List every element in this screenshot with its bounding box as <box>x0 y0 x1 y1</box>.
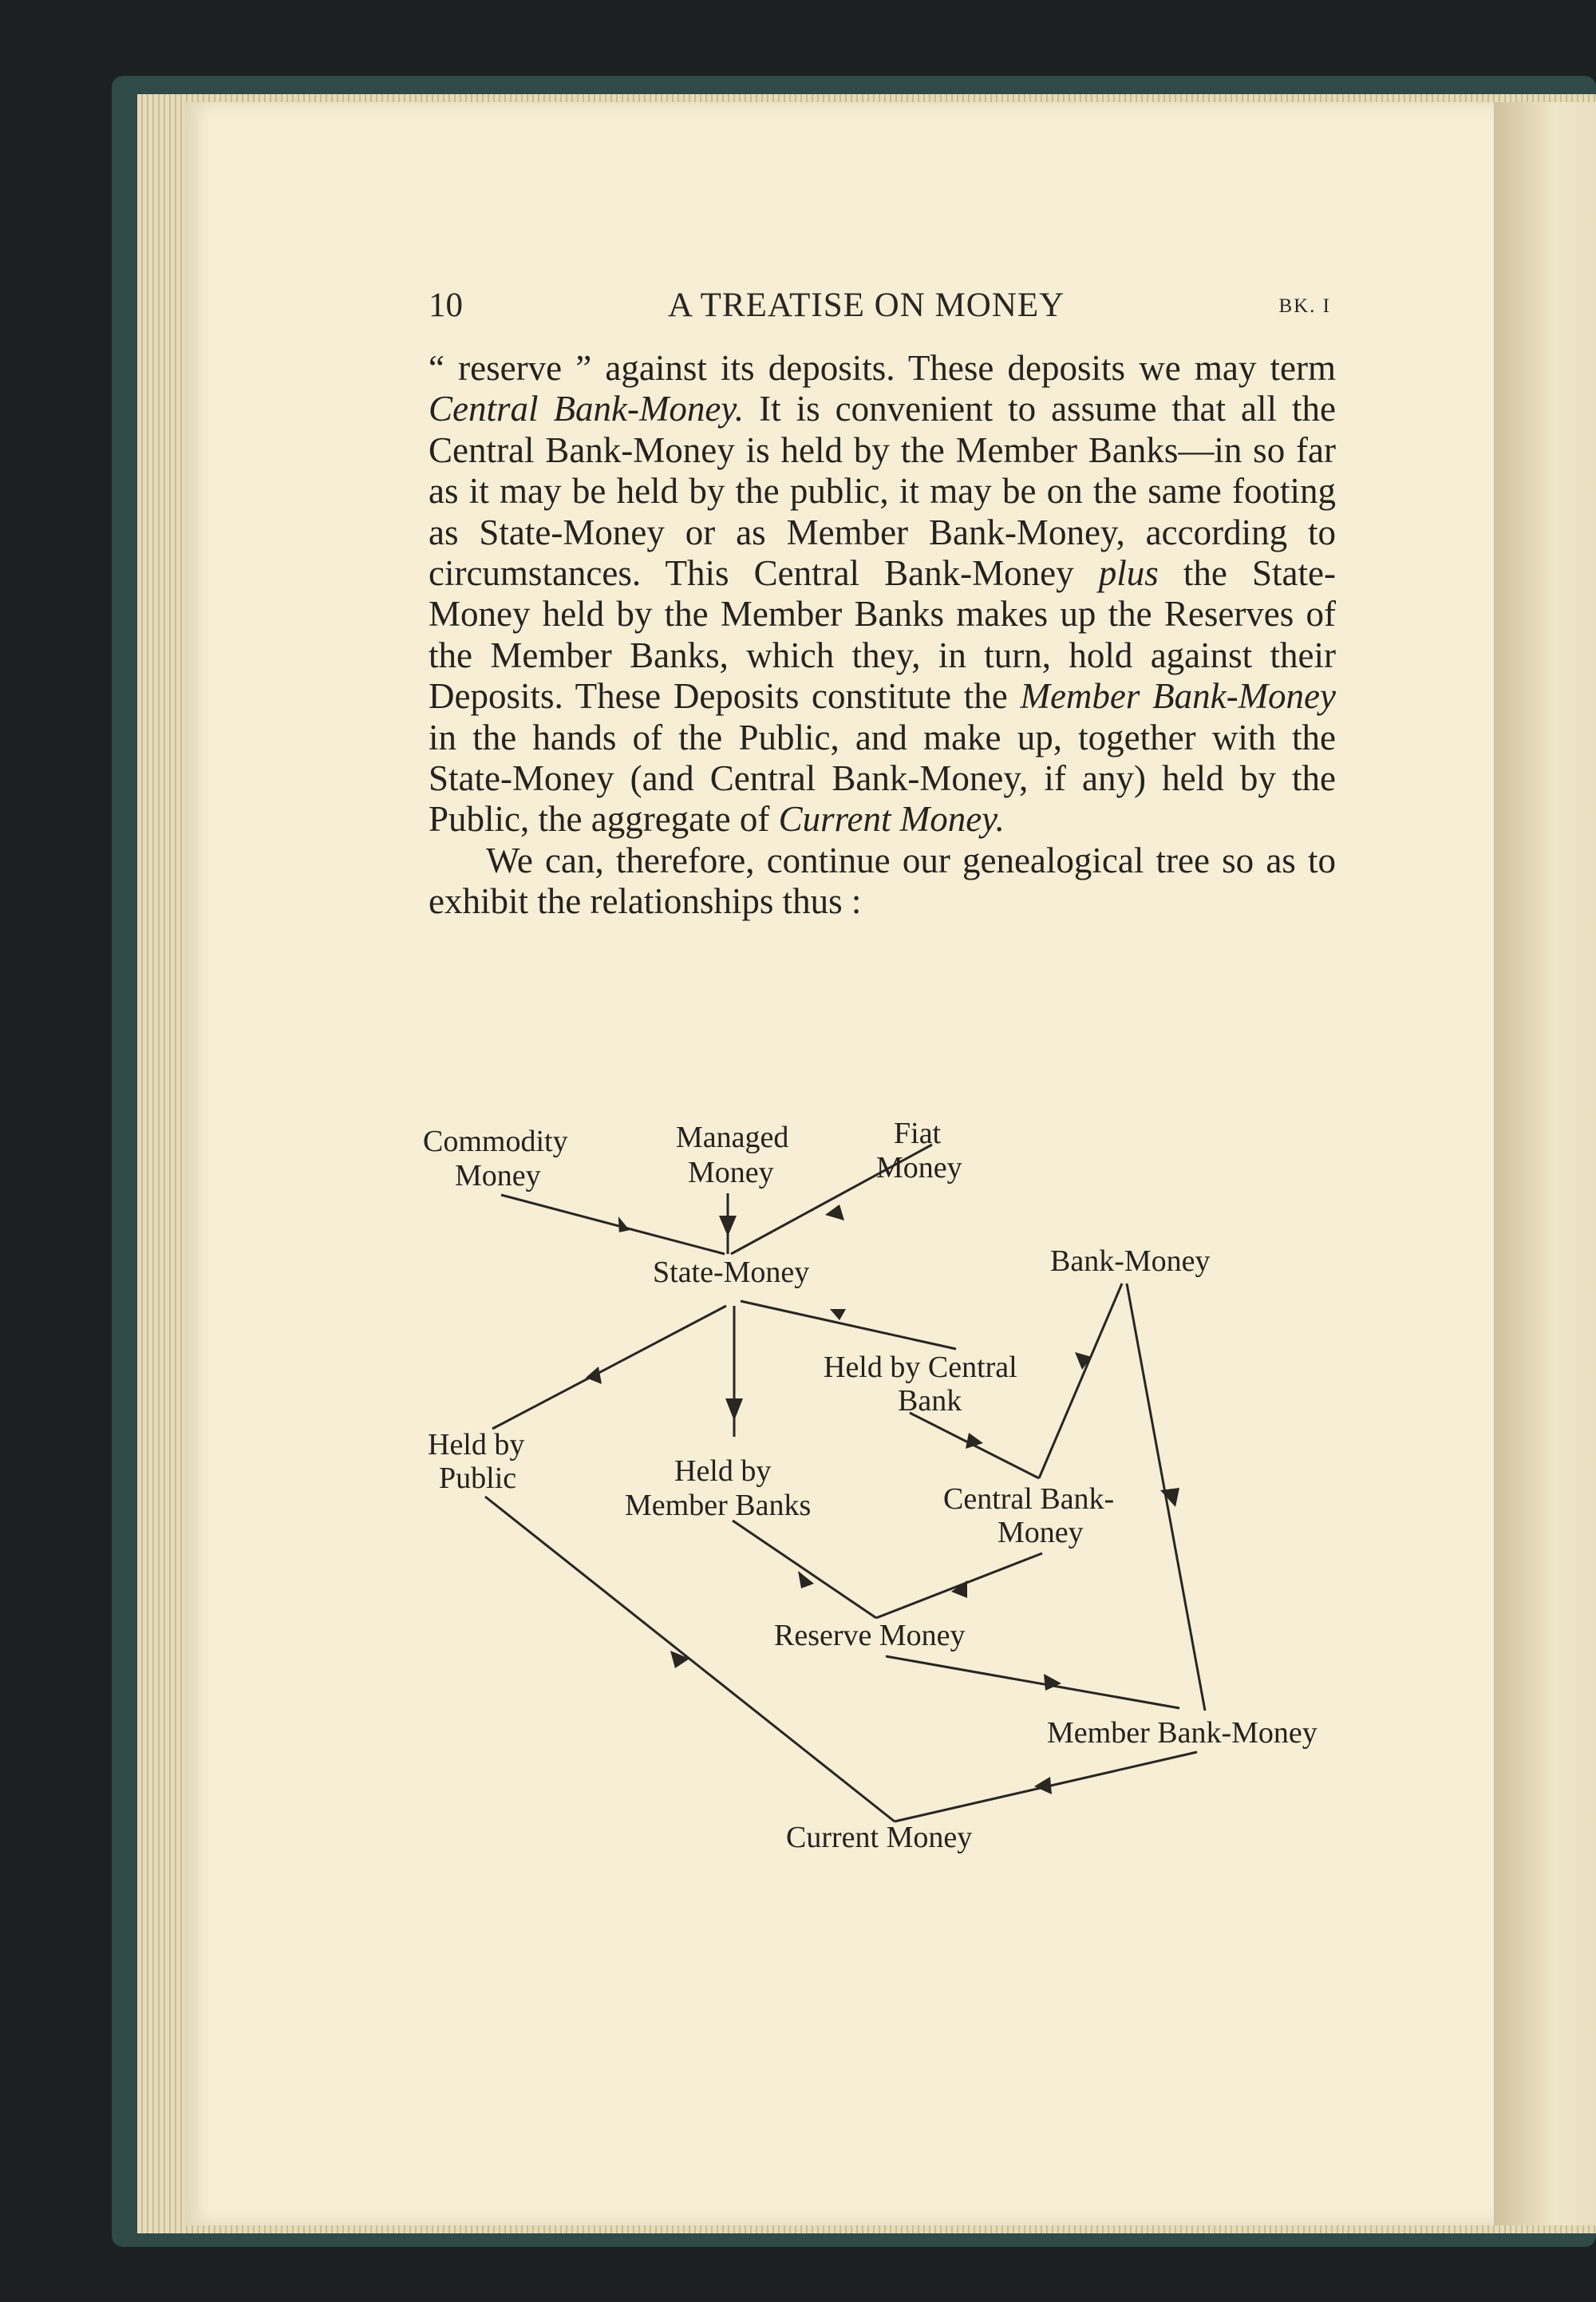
arrowhead <box>1044 1674 1061 1691</box>
paragraph-2: We can, therefore, continue our genealogical tree so as to exhibit the relationships thus : <box>429 840 1336 922</box>
page-number: 10 <box>429 287 463 324</box>
book-marker: BK. I <box>1278 295 1331 317</box>
paragraph-1: “ reserve ” against its deposits. These deposits we may term Central Bank-Money. It is convenient to assume that all the Central Bank-Money is held by the Member Banks—in so far as it may be held by the public, it may be on the same footing as State-Money or as Member Bank-Money, according to circumstances. This Central Bank-Money plus the State-Money held by the Member Banks makes up the Reserves of the Member Banks, which they, in turn, hold against their Deposits. These Deposits constitute the Member Bank-Money in the hands of the Public, and make up, together with the State-Money (and Central Bank-Money, if any) held by the Public, the aggregate of Current Money. <box>429 348 1336 840</box>
arrowhead <box>670 1651 689 1668</box>
edge-cbm-to-reserve <box>876 1553 1042 1618</box>
running-title: A TREATISE ON MONEY <box>668 287 1065 324</box>
edge-commodity-to-state <box>501 1195 725 1254</box>
node-state-money: State-Money <box>653 1256 810 1289</box>
node-managed-money: Managed Money <box>676 1121 789 1189</box>
node-central-bank-money: Central Bank-Money <box>943 1482 1115 1549</box>
edge-public-to-current <box>485 1497 895 1821</box>
edge-bank-to-cbm <box>1039 1284 1122 1478</box>
nodes <box>423 1117 1317 1854</box>
term-current-money: Current Money. <box>778 799 1005 840</box>
node-current-money: Current Money <box>786 1821 973 1854</box>
term-central-bank-money: Central Bank-Money. <box>429 389 745 429</box>
node-held-by-central-bank: Held by Central Bank <box>824 1351 1017 1418</box>
node-held-by-public: Held by Public <box>428 1428 525 1495</box>
arrowhead <box>586 1367 602 1384</box>
edge-state-to-central <box>741 1301 956 1349</box>
arrowhead <box>830 1309 846 1320</box>
edge-member-banks-to-reserve <box>733 1521 876 1618</box>
arrowhead <box>951 1580 967 1598</box>
edge-bank-to-member <box>1127 1284 1205 1711</box>
term-plus: plus <box>1098 553 1159 594</box>
node-reserve-money: Reserve Money <box>774 1619 966 1652</box>
arrowhead <box>719 1216 737 1236</box>
arrowhead <box>1034 1777 1052 1794</box>
node-member-bank-money: Member Bank-Money <box>1047 1716 1317 1750</box>
node-fiat-money: Fiat Money <box>876 1117 962 1185</box>
node-bank-money: Bank-Money <box>1050 1244 1211 1278</box>
arrowhead <box>1160 1488 1179 1507</box>
node-held-by-member-banks: Held by Member Banks <box>625 1454 812 1522</box>
term-member-bank-money: Member Bank-Money <box>1020 676 1336 717</box>
edge-state-to-public <box>492 1306 726 1429</box>
edge-reserve-to-member <box>886 1656 1179 1708</box>
arrowhead <box>725 1398 743 1421</box>
arrowhead <box>825 1204 844 1220</box>
node-commodity-money: Commodity Money <box>423 1125 568 1193</box>
